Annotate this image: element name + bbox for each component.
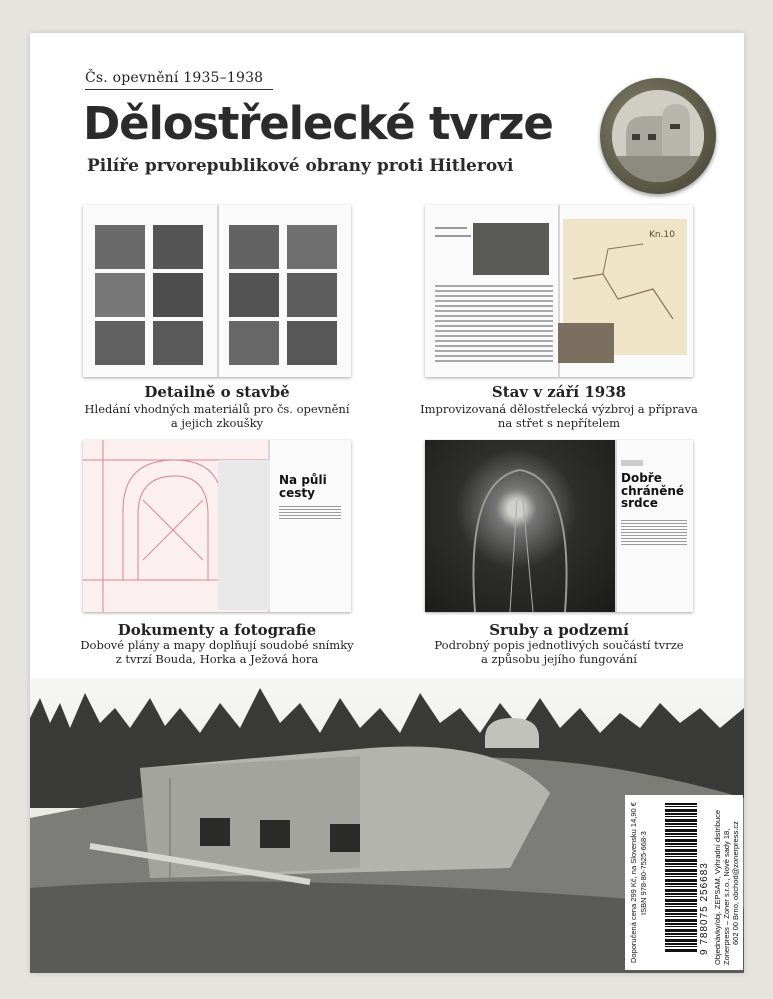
book-subtitle: Pilíře prvorepublikové obrany proti Hitlerovi — [87, 156, 514, 176]
feature-desc: Dobové plány a mapy doplňují soudobé snímky — [80, 638, 354, 652]
feature-desc: a jejich zkoušky — [170, 416, 264, 430]
feature-desc: Podrobný popis jednotlivých součástí tvrze — [434, 638, 684, 652]
spread-sruby-podzemi — [425, 440, 693, 612]
feature-desc: Improvizovaná dělostřelecká výzbroj a příprava — [420, 402, 698, 416]
feature-desc: z tvrzí Bouda, Horka a Ježová hora — [115, 652, 319, 666]
bunker-medallion-image — [600, 78, 716, 194]
spread-heading: Na půli cesty — [279, 473, 327, 500]
text-block — [279, 506, 341, 520]
spread-photo — [218, 460, 270, 610]
barcode-panel — [625, 795, 743, 970]
text-line — [435, 227, 467, 229]
kicker-underline — [85, 89, 273, 90]
spread-photo — [229, 273, 279, 317]
spread-photo — [229, 321, 279, 365]
spread-photo — [95, 273, 145, 317]
spread-photo — [95, 321, 145, 365]
spread-gutter — [615, 440, 617, 612]
isbn-text: ISBN 978-80-7525-668-3 — [639, 831, 648, 915]
spread-heading: Dobře chráněné srdce — [621, 471, 685, 511]
spread-photo — [229, 225, 279, 269]
chapter-tag — [621, 460, 643, 466]
spread-detail-stavby — [83, 205, 351, 377]
spread-photo — [287, 225, 337, 269]
svg-text:Kn.10: Kn.10 — [649, 230, 675, 240]
text-line — [435, 235, 471, 237]
barcode-number: 9 788075 256683 — [699, 862, 710, 955]
series-kicker: Čs. opevnění 1935–1938 — [85, 70, 264, 86]
feature-title: Stav v září 1938 — [491, 383, 627, 401]
tunnel-photo — [425, 440, 615, 612]
feature-title: Dokumenty a fotografie — [117, 621, 317, 639]
feature-desc: na střet s nepřítelem — [497, 416, 621, 430]
spread-photo — [287, 273, 337, 317]
spread-photo — [153, 225, 203, 269]
text-block — [435, 285, 553, 365]
price-text: Doporučená cena 299 Kč, na Slovensku 14,90 € — [629, 802, 638, 963]
spread-photo — [153, 273, 203, 317]
spread-gutter — [217, 205, 219, 377]
distribution-text: Zonerpress – Zoner s.r.o., Nové sady 18, — [722, 828, 731, 965]
distribution-text: 602 00 Brno, obchod@zonerpress.cz — [731, 821, 740, 945]
distribution-text: Objednávky/obj. ZEPSAM, Výhradní distribuce — [713, 809, 722, 965]
feature-title: Detailně o stavbě — [144, 383, 290, 401]
book-title: Dělostřelecké tvrze — [83, 97, 553, 150]
spread-photo — [473, 223, 549, 275]
barcode-image — [665, 803, 697, 953]
feature-title: Sruby a podzemí — [489, 621, 629, 639]
spread-photo — [287, 321, 337, 365]
spread-photo — [95, 225, 145, 269]
spread-photo — [153, 321, 203, 365]
spread-dokumenty — [83, 440, 351, 612]
feature-desc: a způsobu jejího fungování — [481, 652, 637, 666]
text-block — [621, 520, 687, 546]
feature-desc: Hledání vhodných materiálů pro čs. opevnění — [84, 402, 350, 416]
spread-stav-1938 — [425, 205, 693, 377]
spread-photo — [558, 323, 614, 363]
